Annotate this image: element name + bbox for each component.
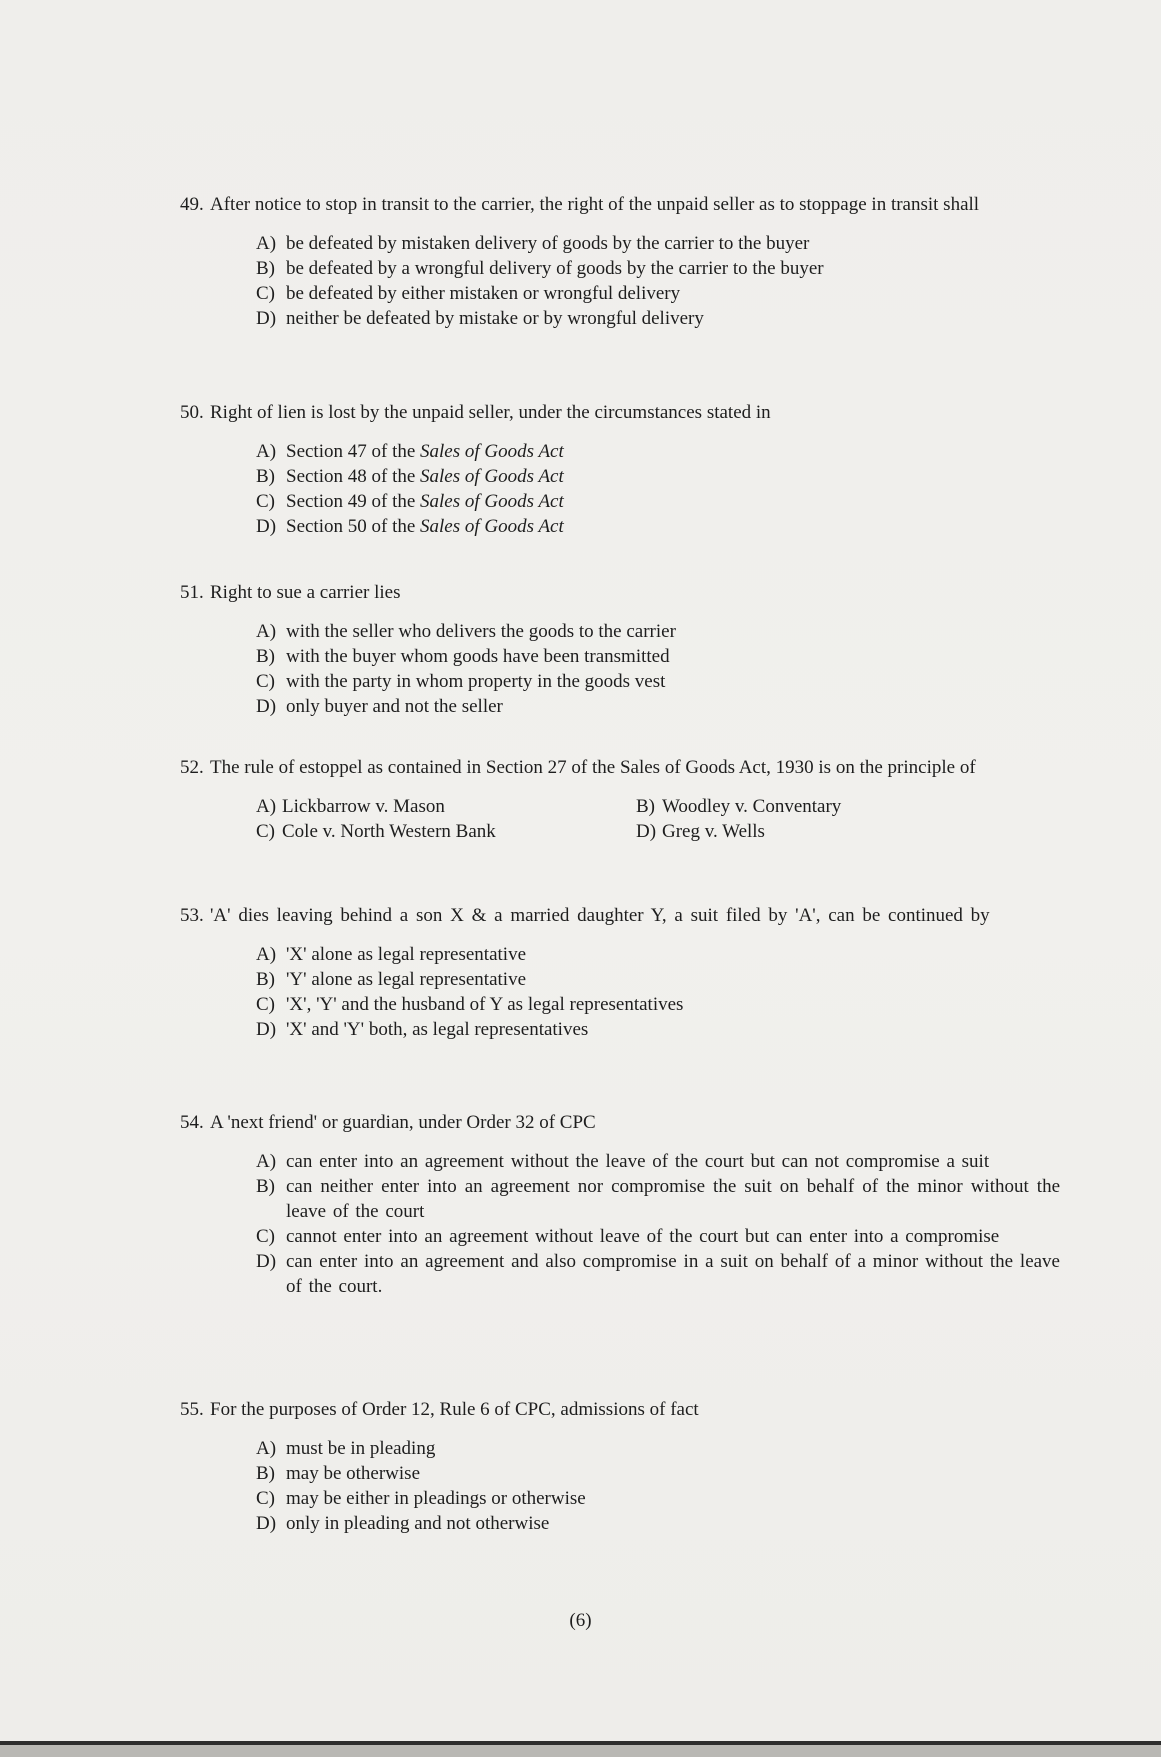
option-text: be defeated by either mistaken or wrongful delivery xyxy=(286,283,681,304)
question-text: Right of lien is lost by the unpaid seller, under the circumstances stated in xyxy=(210,402,771,423)
options-grid xyxy=(256,794,1060,844)
option-c xyxy=(256,819,636,844)
question-text: For the purposes of Order 12, Rule 6 of CPC, admissions of fact xyxy=(210,1399,699,1420)
question-text: After notice to stop in transit to the carrier, the right of the unpaid seller as to stoppage in transit shall xyxy=(210,194,980,215)
option-letter: C) xyxy=(256,491,275,512)
option-text xyxy=(286,489,1060,514)
option-letter: C) xyxy=(256,671,275,692)
act-name: Sales of Goods Act xyxy=(420,466,564,487)
option-d xyxy=(256,694,1060,719)
option-letter: B) xyxy=(256,1176,275,1197)
option-letter: A) xyxy=(256,621,277,642)
option-text: only in pleading and not otherwise xyxy=(286,1513,550,1534)
option-c xyxy=(256,669,1060,694)
option-text xyxy=(286,464,1060,489)
option-text: 'X' alone as legal representative xyxy=(286,944,527,965)
option-letter: A) xyxy=(256,441,277,462)
question-51 xyxy=(180,580,1060,719)
options-list xyxy=(256,619,1060,719)
options-list xyxy=(256,439,1060,539)
option-d xyxy=(256,1249,1060,1299)
option-text: must be in pleading xyxy=(286,1438,436,1459)
question-text: The rule of estoppel as contained in Section 27 of the Sales of Goods Act, 1930 is on the principle of xyxy=(210,757,976,778)
question-text: Right to sue a carrier lies xyxy=(210,582,401,603)
option-a xyxy=(256,619,1060,644)
option-d xyxy=(256,514,1060,539)
option-d xyxy=(636,819,1036,844)
option-text: Lickbarrow v. Mason xyxy=(282,796,445,817)
question-53 xyxy=(180,903,1060,1042)
bottom-band xyxy=(0,1745,1161,1757)
question-54 xyxy=(180,1110,1060,1299)
option-text: 'X' and 'Y' both, as legal representatives xyxy=(286,1019,589,1040)
question-49 xyxy=(180,192,1060,331)
option-c xyxy=(256,281,1060,306)
question-55 xyxy=(180,1397,1060,1536)
option-letter: B) xyxy=(256,258,275,279)
option-letter: D) xyxy=(256,1019,277,1040)
option-b xyxy=(256,967,1060,992)
question-50 xyxy=(180,400,1060,539)
option-text-plain: Section 48 of the xyxy=(286,466,421,487)
question-number: 55. xyxy=(180,1399,204,1420)
option-text: Cole v. North Western Bank xyxy=(282,821,496,842)
option-letter: C) xyxy=(256,1488,275,1509)
option-a xyxy=(256,794,636,819)
option-letter: C) xyxy=(256,821,275,842)
option-text: be defeated by mistaken delivery of goods by the carrier to the buyer xyxy=(286,233,810,254)
question-text: A 'next friend' or guardian, under Order 32 of CPC xyxy=(210,1112,596,1133)
question-number: 51. xyxy=(180,582,204,603)
question-number: 53. xyxy=(180,905,204,926)
option-text: can enter into an agreement and also compromise in a suit on behalf of a minor without the leave of the court. xyxy=(286,1251,1060,1297)
options-list xyxy=(256,942,1060,1042)
option-text xyxy=(286,439,1060,464)
option-b xyxy=(256,1461,1060,1486)
option-d xyxy=(256,306,1060,331)
option-text: with the party in whom property in the goods vest xyxy=(286,671,666,692)
option-text: can enter into an agreement without the leave of the court but can not compromise a suit xyxy=(286,1151,990,1172)
option-c xyxy=(256,489,1060,514)
question-number: 49. xyxy=(180,194,204,215)
option-text: 'Y' alone as legal representative xyxy=(286,969,527,990)
option-text: with the buyer whom goods have been transmitted xyxy=(286,646,670,667)
option-text: be defeated by a wrongful delivery of goods by the carrier to the buyer xyxy=(286,258,824,279)
option-letter: B) xyxy=(256,969,275,990)
option-letter: C) xyxy=(256,994,275,1015)
option-text: may be either in pleadings or otherwise xyxy=(286,1488,586,1509)
option-letter: A) xyxy=(256,796,277,817)
question-number: 52. xyxy=(180,757,204,778)
question-number: 50. xyxy=(180,402,204,423)
option-letter: D) xyxy=(636,821,657,842)
question-52 xyxy=(180,755,1060,844)
option-letter: C) xyxy=(256,283,275,304)
option-text: cannot enter into an agreement without leave of the court but can enter into a compromise xyxy=(286,1226,1000,1247)
option-b xyxy=(256,1174,1060,1224)
option-b xyxy=(256,256,1060,281)
option-text xyxy=(286,514,1060,539)
option-letter: B) xyxy=(256,646,275,667)
option-letter: D) xyxy=(256,1513,277,1534)
option-letter: B) xyxy=(256,466,275,487)
options-list xyxy=(256,1436,1060,1536)
option-b xyxy=(256,464,1060,489)
option-text: can neither enter into an agreement nor compromise the suit on behalf of the minor without the leave of the court xyxy=(286,1176,1060,1222)
option-letter: C) xyxy=(256,1226,275,1247)
option-text: with the seller who delivers the goods to the carrier xyxy=(286,621,676,642)
act-name: Sales of Goods Act xyxy=(420,516,564,537)
option-letter: D) xyxy=(256,696,277,717)
option-b xyxy=(636,794,1036,819)
option-letter: B) xyxy=(636,796,655,817)
question-text: 'A' dies leaving behind a son X & a married daughter Y, a suit filed by 'A', can be continued by xyxy=(210,905,990,926)
option-text: neither be defeated by mistake or by wrongful delivery xyxy=(286,308,704,329)
option-text-plain: Section 50 of the xyxy=(286,516,421,537)
option-text-plain: Section 47 of the xyxy=(286,441,421,462)
option-a xyxy=(256,231,1060,256)
act-name: Sales of Goods Act xyxy=(420,491,564,512)
question-number: 54. xyxy=(180,1112,204,1133)
option-a xyxy=(256,1149,1060,1174)
option-c xyxy=(256,1486,1060,1511)
option-text: 'X', 'Y' and the husband of Y as legal representatives xyxy=(286,994,684,1015)
option-text-plain: Section 49 of the xyxy=(286,491,421,512)
option-letter: D) xyxy=(256,308,277,329)
option-a xyxy=(256,942,1060,967)
options-list xyxy=(256,1149,1060,1299)
option-text: Greg v. Wells xyxy=(662,821,765,842)
option-letter: A) xyxy=(256,1151,277,1172)
act-name: Sales of Goods Act xyxy=(420,441,564,462)
option-letter: A) xyxy=(256,1438,277,1459)
option-d xyxy=(256,1017,1060,1042)
option-text: only buyer and not the seller xyxy=(286,696,503,717)
option-c xyxy=(256,1224,1060,1249)
option-a xyxy=(256,1436,1060,1461)
option-a xyxy=(256,439,1060,464)
option-letter: D) xyxy=(256,1251,277,1272)
option-c xyxy=(256,992,1060,1017)
option-b xyxy=(256,644,1060,669)
options-list xyxy=(256,231,1060,331)
option-text: Woodley v. Conventary xyxy=(662,796,842,817)
page-number: (6) xyxy=(569,1610,592,1631)
option-letter: A) xyxy=(256,944,277,965)
option-letter: D) xyxy=(256,516,277,537)
option-letter: A) xyxy=(256,233,277,254)
option-text: may be otherwise xyxy=(286,1463,421,1484)
option-letter: B) xyxy=(256,1463,275,1484)
option-d xyxy=(256,1511,1060,1536)
